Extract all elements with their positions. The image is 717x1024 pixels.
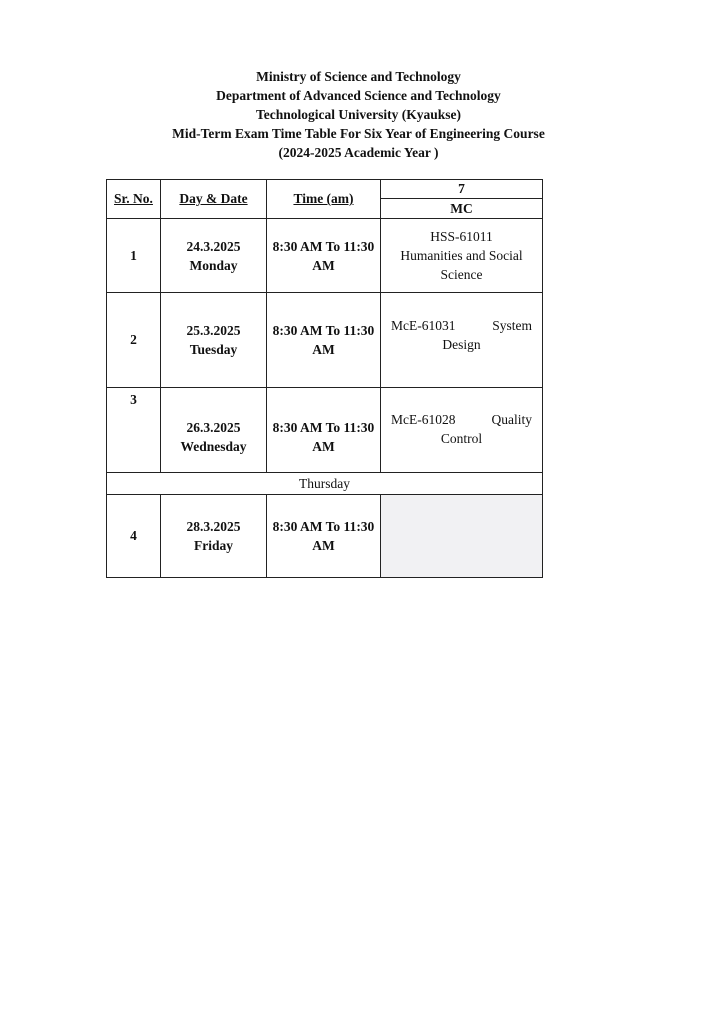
header-mc: MC xyxy=(381,199,543,219)
subject-code: HSS-61011 xyxy=(430,229,493,244)
row-date: 26.3.2025 xyxy=(186,420,241,435)
header-sr-no: Sr. No. xyxy=(107,180,161,219)
university-title: Technological University (Kyaukse) xyxy=(255,107,461,122)
row-time-start: 8:30 AM To 11:30 xyxy=(272,323,375,338)
row-time-cell xyxy=(267,388,381,473)
ministry-title: Ministry of Science and Technology xyxy=(256,69,461,84)
academic-year: (2024-2025 Academic Year ) xyxy=(278,145,439,160)
row-date-cell xyxy=(161,388,267,473)
department-title: Department of Advanced Science and Technology xyxy=(216,88,501,103)
row-date: 24.3.2025 xyxy=(186,238,241,254)
row-date-cell xyxy=(161,219,267,293)
row-time-cell xyxy=(267,293,381,388)
header-group: 7 xyxy=(381,180,543,199)
row-date-cell xyxy=(161,293,267,388)
row-sr: 1 xyxy=(107,219,161,293)
row-subject-empty xyxy=(381,495,543,578)
row-time-start: 8:30 AM To 11:30 xyxy=(272,420,375,435)
row-date-cell xyxy=(161,495,267,578)
table-row xyxy=(107,495,543,578)
subject-code: McE-61028 xyxy=(391,412,456,427)
subject-name: Humanities and Social xyxy=(400,248,523,263)
subject-word: Quality xyxy=(491,412,532,427)
row-sr: 3 xyxy=(107,388,161,473)
subject-code: McE-61031 xyxy=(391,318,456,333)
document-header xyxy=(0,67,717,162)
subject-name-cont: Design xyxy=(442,337,481,352)
table-row xyxy=(107,473,543,495)
row-day: Tuesday xyxy=(189,342,238,357)
row-sr: 4 xyxy=(107,495,161,578)
subject-line xyxy=(381,316,542,335)
row-time-cell xyxy=(267,495,381,578)
timetable-title: Mid-Term Exam Time Table For Six Year of Engineering Course xyxy=(172,126,545,141)
table-row xyxy=(107,293,543,388)
row-subject xyxy=(381,388,543,473)
header-time: Time (am) xyxy=(267,180,381,219)
row-day: Friday xyxy=(194,538,233,553)
row-date: 25.3.2025 xyxy=(186,323,241,338)
exam-timetable xyxy=(106,179,543,578)
subject-name-cont: Control xyxy=(440,431,483,446)
row-sr: 2 xyxy=(107,293,161,388)
row-date: 28.3.2025 xyxy=(186,519,241,534)
table-row xyxy=(107,219,543,293)
row-time-end: AM xyxy=(312,538,335,553)
row-time-start: 8:30 AM To 11:30 xyxy=(272,519,375,534)
row-subject xyxy=(381,293,543,388)
header-day-date: Day & Date xyxy=(161,180,267,219)
row-time-end: AM xyxy=(312,342,335,357)
subject-word: System xyxy=(492,318,532,333)
thursday-row: Thursday xyxy=(107,473,543,495)
subject-line xyxy=(381,410,542,429)
table-row xyxy=(107,388,543,473)
row-time-cell xyxy=(267,219,381,293)
row-subject xyxy=(381,219,543,293)
subject-name-cont: Science xyxy=(440,267,483,282)
row-day: Wednesday xyxy=(180,439,247,454)
row-day: Monday xyxy=(189,257,238,273)
row-time-end: AM xyxy=(312,439,335,454)
row-time-end: AM xyxy=(312,257,335,273)
row-time-start: 8:30 AM To 11:30 xyxy=(272,238,375,254)
